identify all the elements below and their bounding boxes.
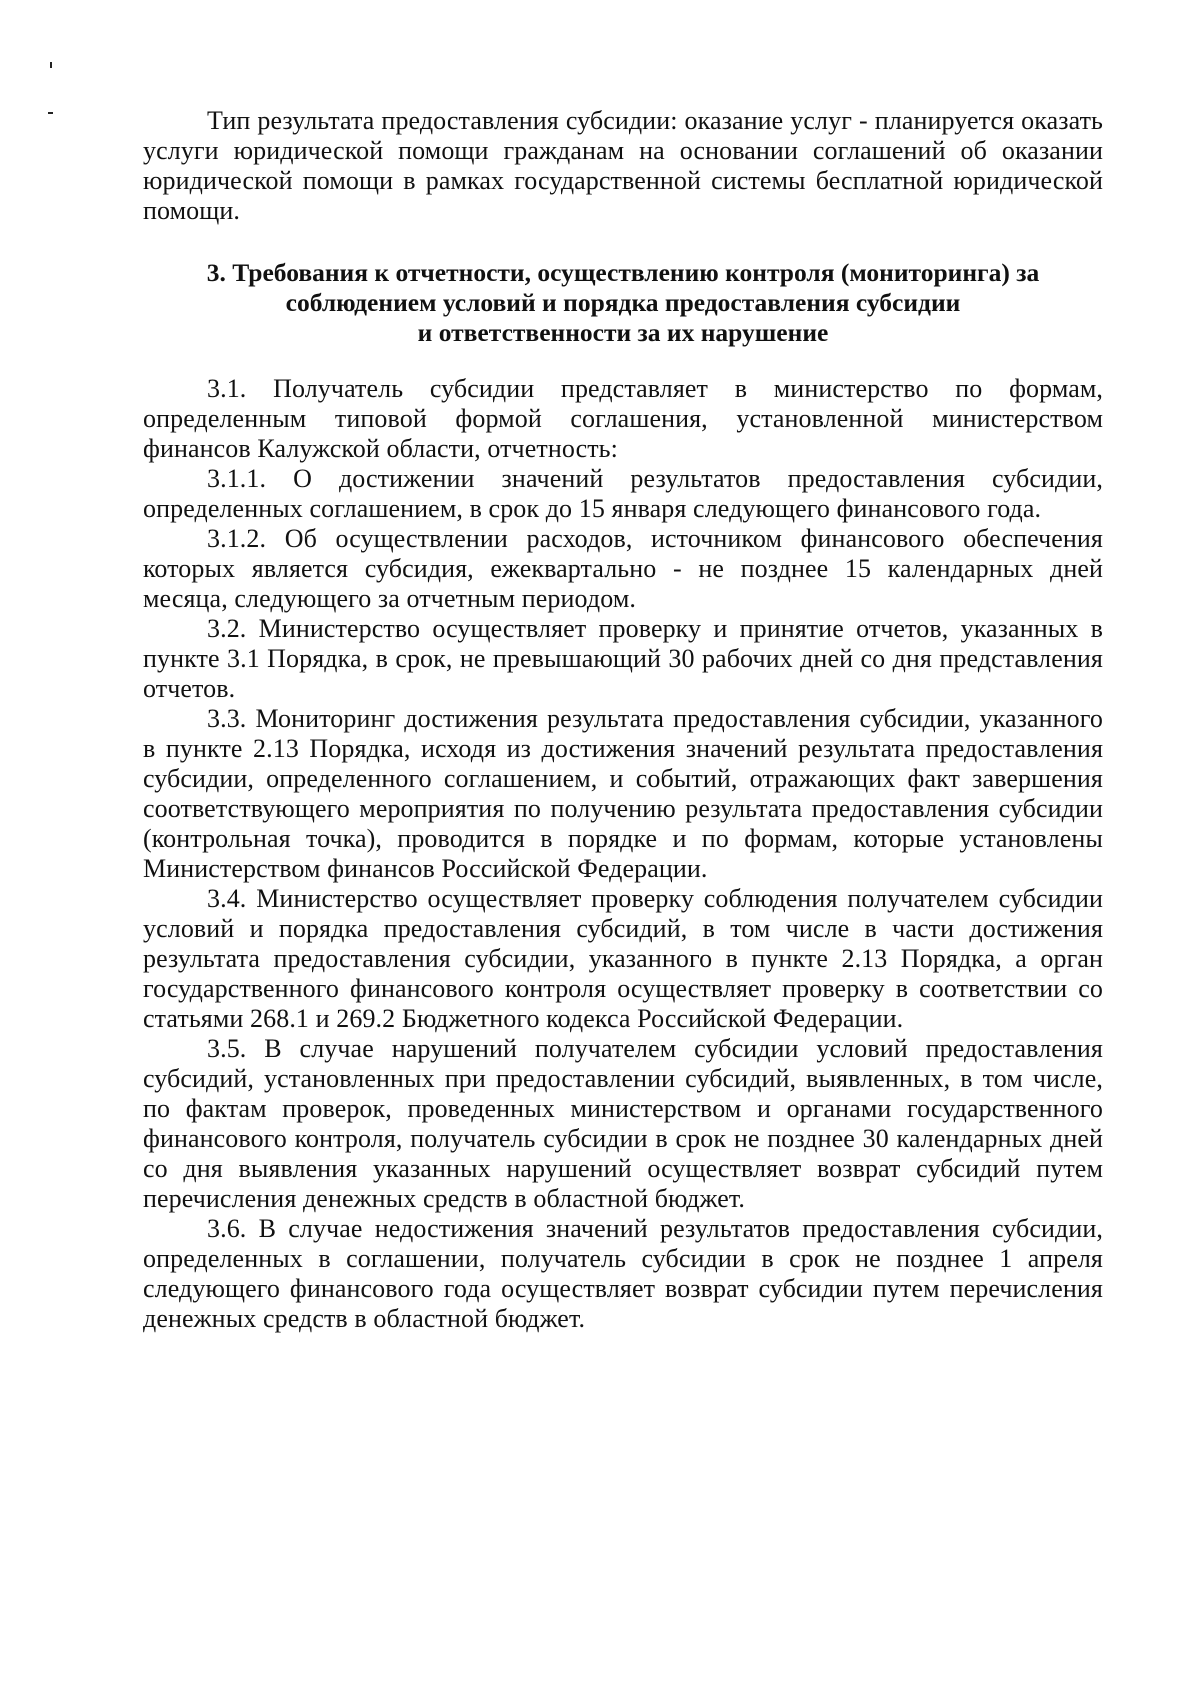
paragraph-3-6: 3.6. В случае недостижения значений результатов предоставления субсидии, определенных в соглашении, получатель субсидии в срок не позднее 1 апреля следующего финансового года осуществляет возврат субсидии путем перечисления денежных средств в областной бюджет. [143, 1214, 1103, 1333]
paragraph-3-4: 3.4. Министерство осуществляет проверку соблюдения получателем субсидии условий и порядка предоставления субсидий, в том числе в части достижения результата предоставления субсидии, указанного в пункте 2.13 Порядка, а орган государственного финансового контроля осуществляет проверку в соответствии со статьями 268.1 и 269.2 Бюджетного кодекса Российской Федерации. [143, 884, 1103, 1033]
scan-mark [50, 62, 52, 68]
scan-mark [48, 112, 53, 114]
section-heading-line: 3. Требования к отчетности, осуществлению контроля (мониторинга) за [206, 258, 1040, 287]
document-body [143, 106, 1103, 1334]
paragraph-3-5: 3.5. В случае нарушений получателем субсидии условий предоставления субсидий, установленных при предоставлении субсидий, выявленных, в том числе, по фактам проверок, проведенных министерством и органами государственного финансового контроля, получатель субсидии в срок не позднее 30 календарных дней со дня выявления указанных нарушений осуществляет возврат субсидий путем перечисления денежных средств в областной бюджет. [143, 1034, 1103, 1213]
paragraph-3-1-2: 3.1.2. Об осуществлении расходов, источником финансового обеспечения которых является субсидия, ежеквартально - не позднее 15 календарных дней месяца, следующего за отчетным периодом. [143, 524, 1103, 613]
paragraph-3-2: 3.2. Министерство осуществляет проверку и принятие отчетов, указанных в пункте 3.1 Порядка, в срок, не превышающий 30 рабочих дней со дня представления отчетов. [143, 614, 1103, 703]
section-heading-line: соблюдением условий и порядка предоставления субсидии [285, 288, 961, 317]
section-heading [143, 258, 1103, 348]
paragraph-3-1-1: 3.1.1. О достижении значений результатов предоставления субсидии, определенных соглашением, в срок до 15 января следующего финансового года. [143, 464, 1103, 523]
section-heading-line: и ответственности за их нарушение [417, 318, 829, 347]
intro-paragraph: Тип результата предоставления субсидии: оказание услуг - планируется оказать услуги юридической помощи гражданам на основании соглашений об оказании юридической помощи в рамках государственной системы бесплатной юридической помощи. [143, 106, 1103, 225]
paragraph-3-1: 3.1. Получатель субсидии представляет в министерство по формам, определенным типовой формой соглашения, установленной министерством финансов Калужской области, отчетность: [143, 374, 1103, 463]
paragraph-3-3: 3.3. Мониторинг достижения результата предоставления субсидии, указанного в пункте 2.13 Порядка, исходя из достижения значений результата предоставления субсидии, определенного соглашением, и событий, отражающих факт завершения соответствующего мероприятия по получению результата предоставления субсидии (контрольная точка), проводится в порядке и по формам, которые установлены Министерством финансов Российской Федерации. [143, 704, 1103, 883]
